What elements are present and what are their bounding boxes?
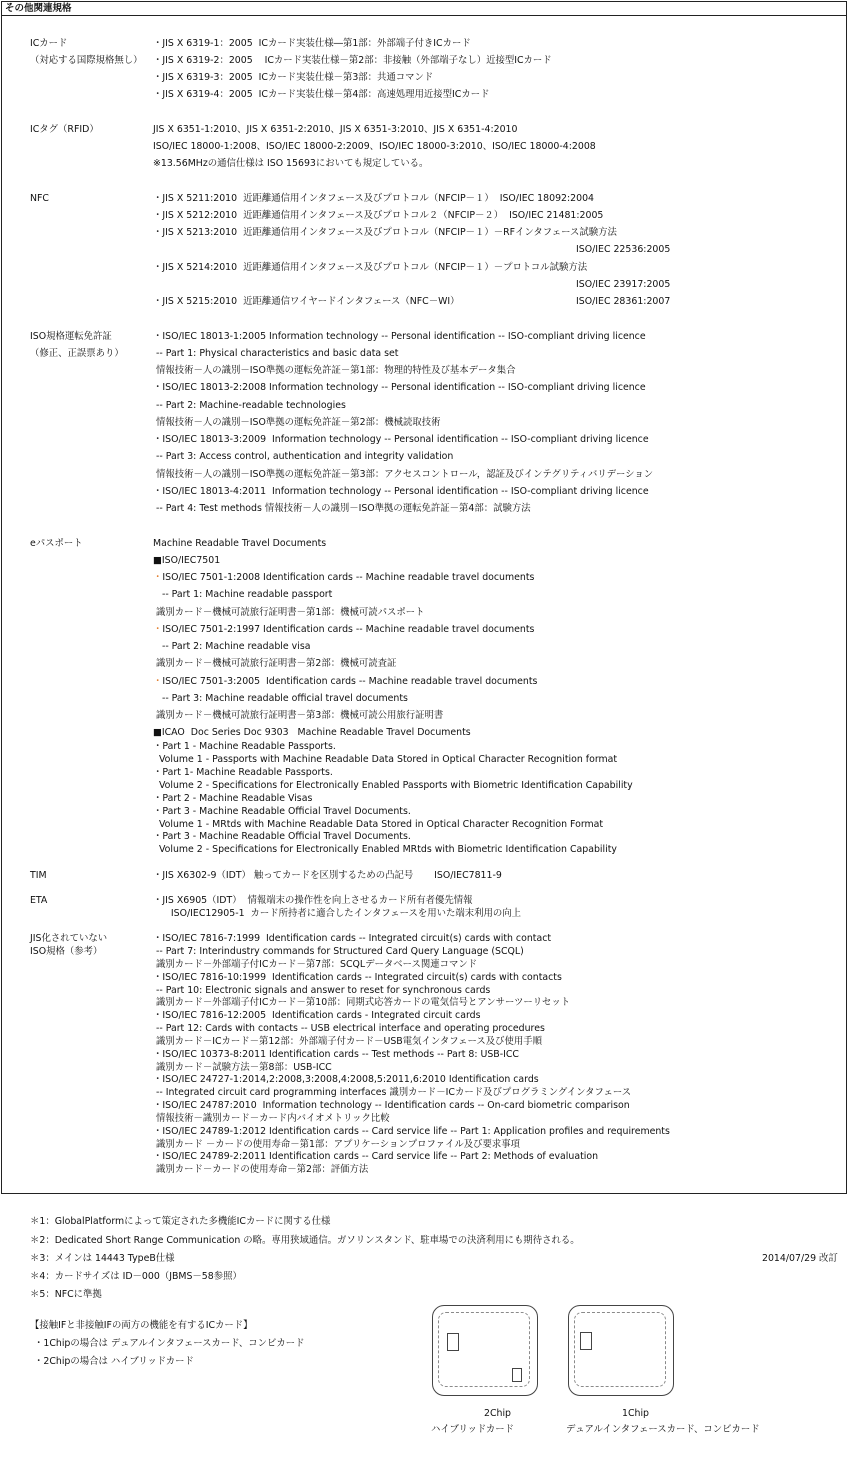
epassport-line: -- Part 2: Machine readable visa (153, 641, 311, 652)
epassport-line: Volume 2 - Specifications for Electronically Enabled MRtds with Biometric Identification Capability (153, 844, 617, 855)
non-jis-line: ・ISO/IEC 24787:2010 Information technology -- Identification cards -- On-card biometric comparison (153, 1100, 630, 1111)
non-jis-line: ・ISO/IEC 7816-12:2005 Identification cards - Integrated circuit cards (153, 1010, 481, 1021)
hybrid-card-illustration (432, 1305, 538, 1396)
nfc-line: ・JIS X 5213:2010 近距離通信用インタフェース及びプロトコル（NFCIP－１）－RFインタフェース試験方法 (153, 227, 617, 238)
iso-license-line: ・ISO/IEC 18013-2:2008 Information technology -- Personal identification -- ISO-compliant driving licence (153, 382, 646, 393)
iso-license-line: 情報技術－人の識別－ISO準拠の運転免許証－第2部：機械読取技術 (153, 417, 441, 428)
non-jis-line: -- Part 10: Electronic signals and answer to reset for synchronous cards (153, 985, 491, 996)
epassport-line: -- Part 3: Machine readable official travel documents (153, 693, 408, 704)
non-jis-line: ・ISO/IEC 24789-1:2012 Identification cards -- Card service life -- Part 1: Application profiles and requirements (153, 1126, 670, 1137)
interface-title: 【接触IFと非接触IFの両方の機能を有するICカード】 (30, 1320, 253, 1331)
epassport-line: 識別カード－機械可読旅行証明書－第3部：機械可読公用旅行証明書 (153, 710, 444, 721)
ic-card-line: ・JIS X 6319-4：2005 ICカード実装仕様－第4部：高速処理用近接型ICカード (153, 89, 490, 100)
interface-item: ・2Chipの場合は ハイブリッドカード (34, 1356, 194, 1367)
iso-license-line: -- Part 4: Test methods 情報技術－人の識別－ISO準拠の運転免許証－第4部：試験方法 (153, 503, 531, 514)
note: ＊3：メインは 14443 TypeB仕様 (30, 1253, 175, 1264)
label-ic-card: ICカード (30, 38, 68, 49)
note: ＊2：Dedicated Short Range Communication の略。専用狭域通信。ガソリンスタンド、駐車場での決済利用にも期待される。 (30, 1235, 580, 1246)
non-jis-line: -- Part 7: Interindustry commands for Structured Card Query Language (SCQL) (153, 946, 524, 957)
label-iso-license-note: （修正、正誤票あり） (30, 348, 124, 359)
contactless-chip (512, 1368, 522, 1382)
non-jis-line: 識別カード－試験方法－第8部：USB-ICC (153, 1062, 332, 1073)
label-eta: ETA (30, 895, 48, 906)
non-jis-line: 識別カード－外部端子付ICカード－第10部：同期式応答カードの電気信号とアンサーツーリセット (153, 997, 571, 1008)
non-jis-line: 識別カード－カードの使用寿命－第2部：評価方法 (153, 1164, 369, 1175)
label-nfc: NFC (30, 193, 49, 204)
ic-card-line: ・JIS X 6319-1：2005 ICカード実装仕様―第1部：外部端子付きICカード (153, 38, 471, 49)
iso-license-line: ・ISO/IEC 18013-3:2009 Information technology -- Personal identification -- ISO-compliant driving licence (153, 434, 649, 445)
epassport-line: -- Part 1: Machine readable passport (153, 589, 333, 600)
card-name: ハイブリッドカード (431, 1424, 515, 1435)
ic-card-line: ・JIS X 6319-3：2005 ICカード実装仕様－第3部：共通コマンド (153, 72, 434, 83)
non-jis-line: ・ISO/IEC 10373-8:2011 Identification cards -- Test methods -- Part 8: USB-ICC (153, 1049, 519, 1060)
orange-bullet: ・ (153, 572, 163, 583)
iso-license-line: ・ISO/IEC 18013-1:2005 Information technology -- Personal identification -- ISO-compliant driving licence (153, 331, 646, 342)
epassport-line: Volume 1 - MRtds with Machine Readable Data Stored in Optical Character Recognition Format (153, 819, 604, 830)
label-ic-card-note: （対応する国際規格無し） (30, 55, 143, 66)
iso-license-line: -- Part 2: Machine-readable technologies (153, 400, 346, 411)
label-epassport: eパスポート (30, 538, 83, 549)
epassport-line: ■ISO/IEC7501 (153, 555, 221, 566)
label-non-jis-note: ISO規格（参考） (30, 946, 103, 957)
interface-item: ・1Chipの場合は デュアルインタフェースカード、コンビカード (34, 1338, 305, 1349)
orange-bullet: ・ (153, 624, 163, 635)
eta-line: ・JIS X6905（IDT） 情報端末の操作性を向上させるカード所有者優先情報 (153, 895, 473, 906)
epassport-line: ・Part 1- Machine Readable Passports. (153, 767, 333, 778)
label-iso-license: ISO規格運転免許証 (30, 331, 112, 342)
non-jis-line: ・ISO/IEC 24727-1:2014,2:2008,3:2008,4:2008,5:2011,6:2010 Identification cards (153, 1074, 539, 1085)
non-jis-line: -- Integrated circuit card programming interfaces 識別カード－ICカード及びプログラミングインタフェース (153, 1087, 632, 1098)
epassport-line: 識別カード－機械可読旅行証明書－第2部：機械可読査証 (153, 658, 397, 669)
epassport-line: ・ISO/IEC 7501-2:1997 Identification cards -- Machine readable travel documents (153, 624, 535, 635)
epassport-line: ・Part 1 - Machine Readable Passports. (153, 741, 336, 752)
nfc-line: ISO/IEC 22536:2005 (576, 244, 671, 255)
ic-card-line: ・JIS X 6319-2：2005 ICカード実装仕様－第2部：非接触（外部端子なし）近接型ICカード (153, 55, 552, 66)
epassport-line: ■ICAO Doc Series Doc 9303 Machine Readable Travel Documents (153, 727, 471, 738)
non-jis-line: 識別カード－ICカード－第12部：外部端子付カード－USB電気インタフェース及び使用手順 (153, 1036, 543, 1047)
non-jis-line: ・ISO/IEC 7816-10:1999 Identification cards -- Integrated circuit(s) cards with contacts (153, 972, 562, 983)
iso-license-line: 情報技術－人の識別－ISO準拠の運転免許証－第1部：物理的特性及び基本データ集合 (153, 365, 516, 376)
non-jis-line: ・ISO/IEC 7816-7:1999 Identification cards -- Integrated circuit(s) cards with contact (153, 933, 552, 944)
nfc-line: ISO/IEC 28361:2007 (576, 296, 671, 307)
iso-license-line: -- Part 3: Access control, authentication and integrity validation (153, 451, 454, 462)
label-non-jis: JIS化されていない (30, 933, 108, 944)
card-chip-count: 2Chip (484, 1408, 512, 1419)
nfc-line: ・JIS X 5214:2010 近距離通信用インタフェース及びプロトコル（NFCIP－１）－プロトコル試験方法 (153, 262, 588, 273)
non-jis-line: -- Part 12: Cards with contacts -- USB electrical interface and operating procedures (153, 1023, 545, 1034)
non-jis-line: 識別カード－外部端子付ICカード－第7部：SCQLデータベース関連コマンド (153, 959, 478, 970)
ic-tag-line: ISO/IEC 18000-1:2008、ISO/IEC 18000-2:2009、ISO/IEC 18000-3:2010、ISO/IEC 18000-4:2008 (153, 141, 596, 152)
dual-interface-card-illustration (568, 1305, 674, 1396)
epassport-line: Volume 2 - Specifications for Electronically Enabled Passports with Biometric Identification Capability (153, 780, 633, 791)
iso-license-line: -- Part 1: Physical characteristics and basic data set (153, 348, 399, 359)
epassport-line: ・ISO/IEC 7501-1:2008 Identification cards -- Machine readable travel documents (153, 572, 535, 583)
non-jis-line: 情報技術－識別カード－カード内バイオメトリック比較 (153, 1113, 390, 1124)
epassport-line: 識別カード－機械可読旅行証明書－第1部：機械可読パスポート (153, 607, 425, 618)
ic-tag-line: JIS X 6351-1:2010、JIS X 6351-2:2010、JIS X 6351-3:2010、JIS X 6351-4:2010 (153, 124, 518, 135)
orange-bullet: ・ (153, 676, 163, 687)
dual-chip (580, 1332, 592, 1350)
epassport-line: Volume 1 - Passports with Machine Readable Data Stored in Optical Character Recognition format (153, 754, 618, 765)
card-chip-count: 1Chip (622, 1408, 650, 1419)
label-tim: TIM (30, 870, 47, 881)
nfc-line: ・JIS X 5215:2010 近距離通信ワイヤードインタフェース（NFC－WI） (153, 296, 460, 307)
epassport-line: ・Part 3 - Machine Readable Official Travel Documents. (153, 806, 411, 817)
nfc-line: ・JIS X 5211:2010 近距離通信用インタフェース及びプロトコル（NFCIP－１） ISO/IEC 18092:2004 (153, 193, 595, 204)
non-jis-line: ・ISO/IEC 24789-2:2011 Identification cards -- Card service life -- Part 2: Methods of evaluation (153, 1151, 599, 1162)
epassport-line: ・Part 2 - Machine Readable Visas (153, 793, 313, 804)
note: ＊1：GlobalPlatformによって策定された多機能ICカードに関する仕様 (30, 1216, 331, 1227)
contact-chip (447, 1333, 459, 1351)
ic-tag-line: ※13.56MHzの通信仕様は ISO 15693においても規定している。 (153, 158, 429, 169)
label-ic-tag: ICタグ（RFID） (30, 124, 99, 135)
revision-date: 2014/07/29 改訂 (762, 1253, 838, 1264)
iso-license-line: ・ISO/IEC 18013-4:2011 Information technology -- Personal identification -- ISO-compliant driving licence (153, 486, 649, 497)
nfc-line: ・JIS X 5212:2010 近距離通信用インタフェース及びプロトコル２（NFCIP－２） ISO/IEC 21481:2005 (153, 210, 604, 221)
iso-license-line: 情報技術－人の識別－ISO準拠の運転免許証－第3部：アクセスコントロール，認証及びインテグリティバリデーション (153, 469, 654, 480)
table-title: その他関連規格 (2, 2, 846, 16)
epassport-line: ・ISO/IEC 7501-3:2005 Identification cards -- Machine readable travel documents (153, 676, 538, 687)
epassport-line: Machine Readable Travel Documents (153, 538, 327, 549)
eta-line: ISO/IEC12905-1 カード所持者に適合したインタフェースを用いた端末利用の向上 (153, 908, 522, 919)
non-jis-line: 識別カード －カードの使用寿命－第1部：アプリケーションプロファイル及び要求事項 (153, 1139, 521, 1150)
tim-line: ・JIS X6302-9（IDT） 触ってカードを区別するための凸記号 ISO/IEC7811-9 (153, 870, 502, 881)
note: ＊4：カードサイズは ID－000（JBMS－58参照） (30, 1271, 242, 1282)
nfc-line: ISO/IEC 23917:2005 (576, 279, 671, 290)
epassport-line: ・Part 3 - Machine Readable Official Travel Documents. (153, 831, 411, 842)
note: ＊5：NFCに準拠 (30, 1289, 102, 1300)
card-name: デュアルインタフェースカード、コンビカード (566, 1424, 760, 1435)
